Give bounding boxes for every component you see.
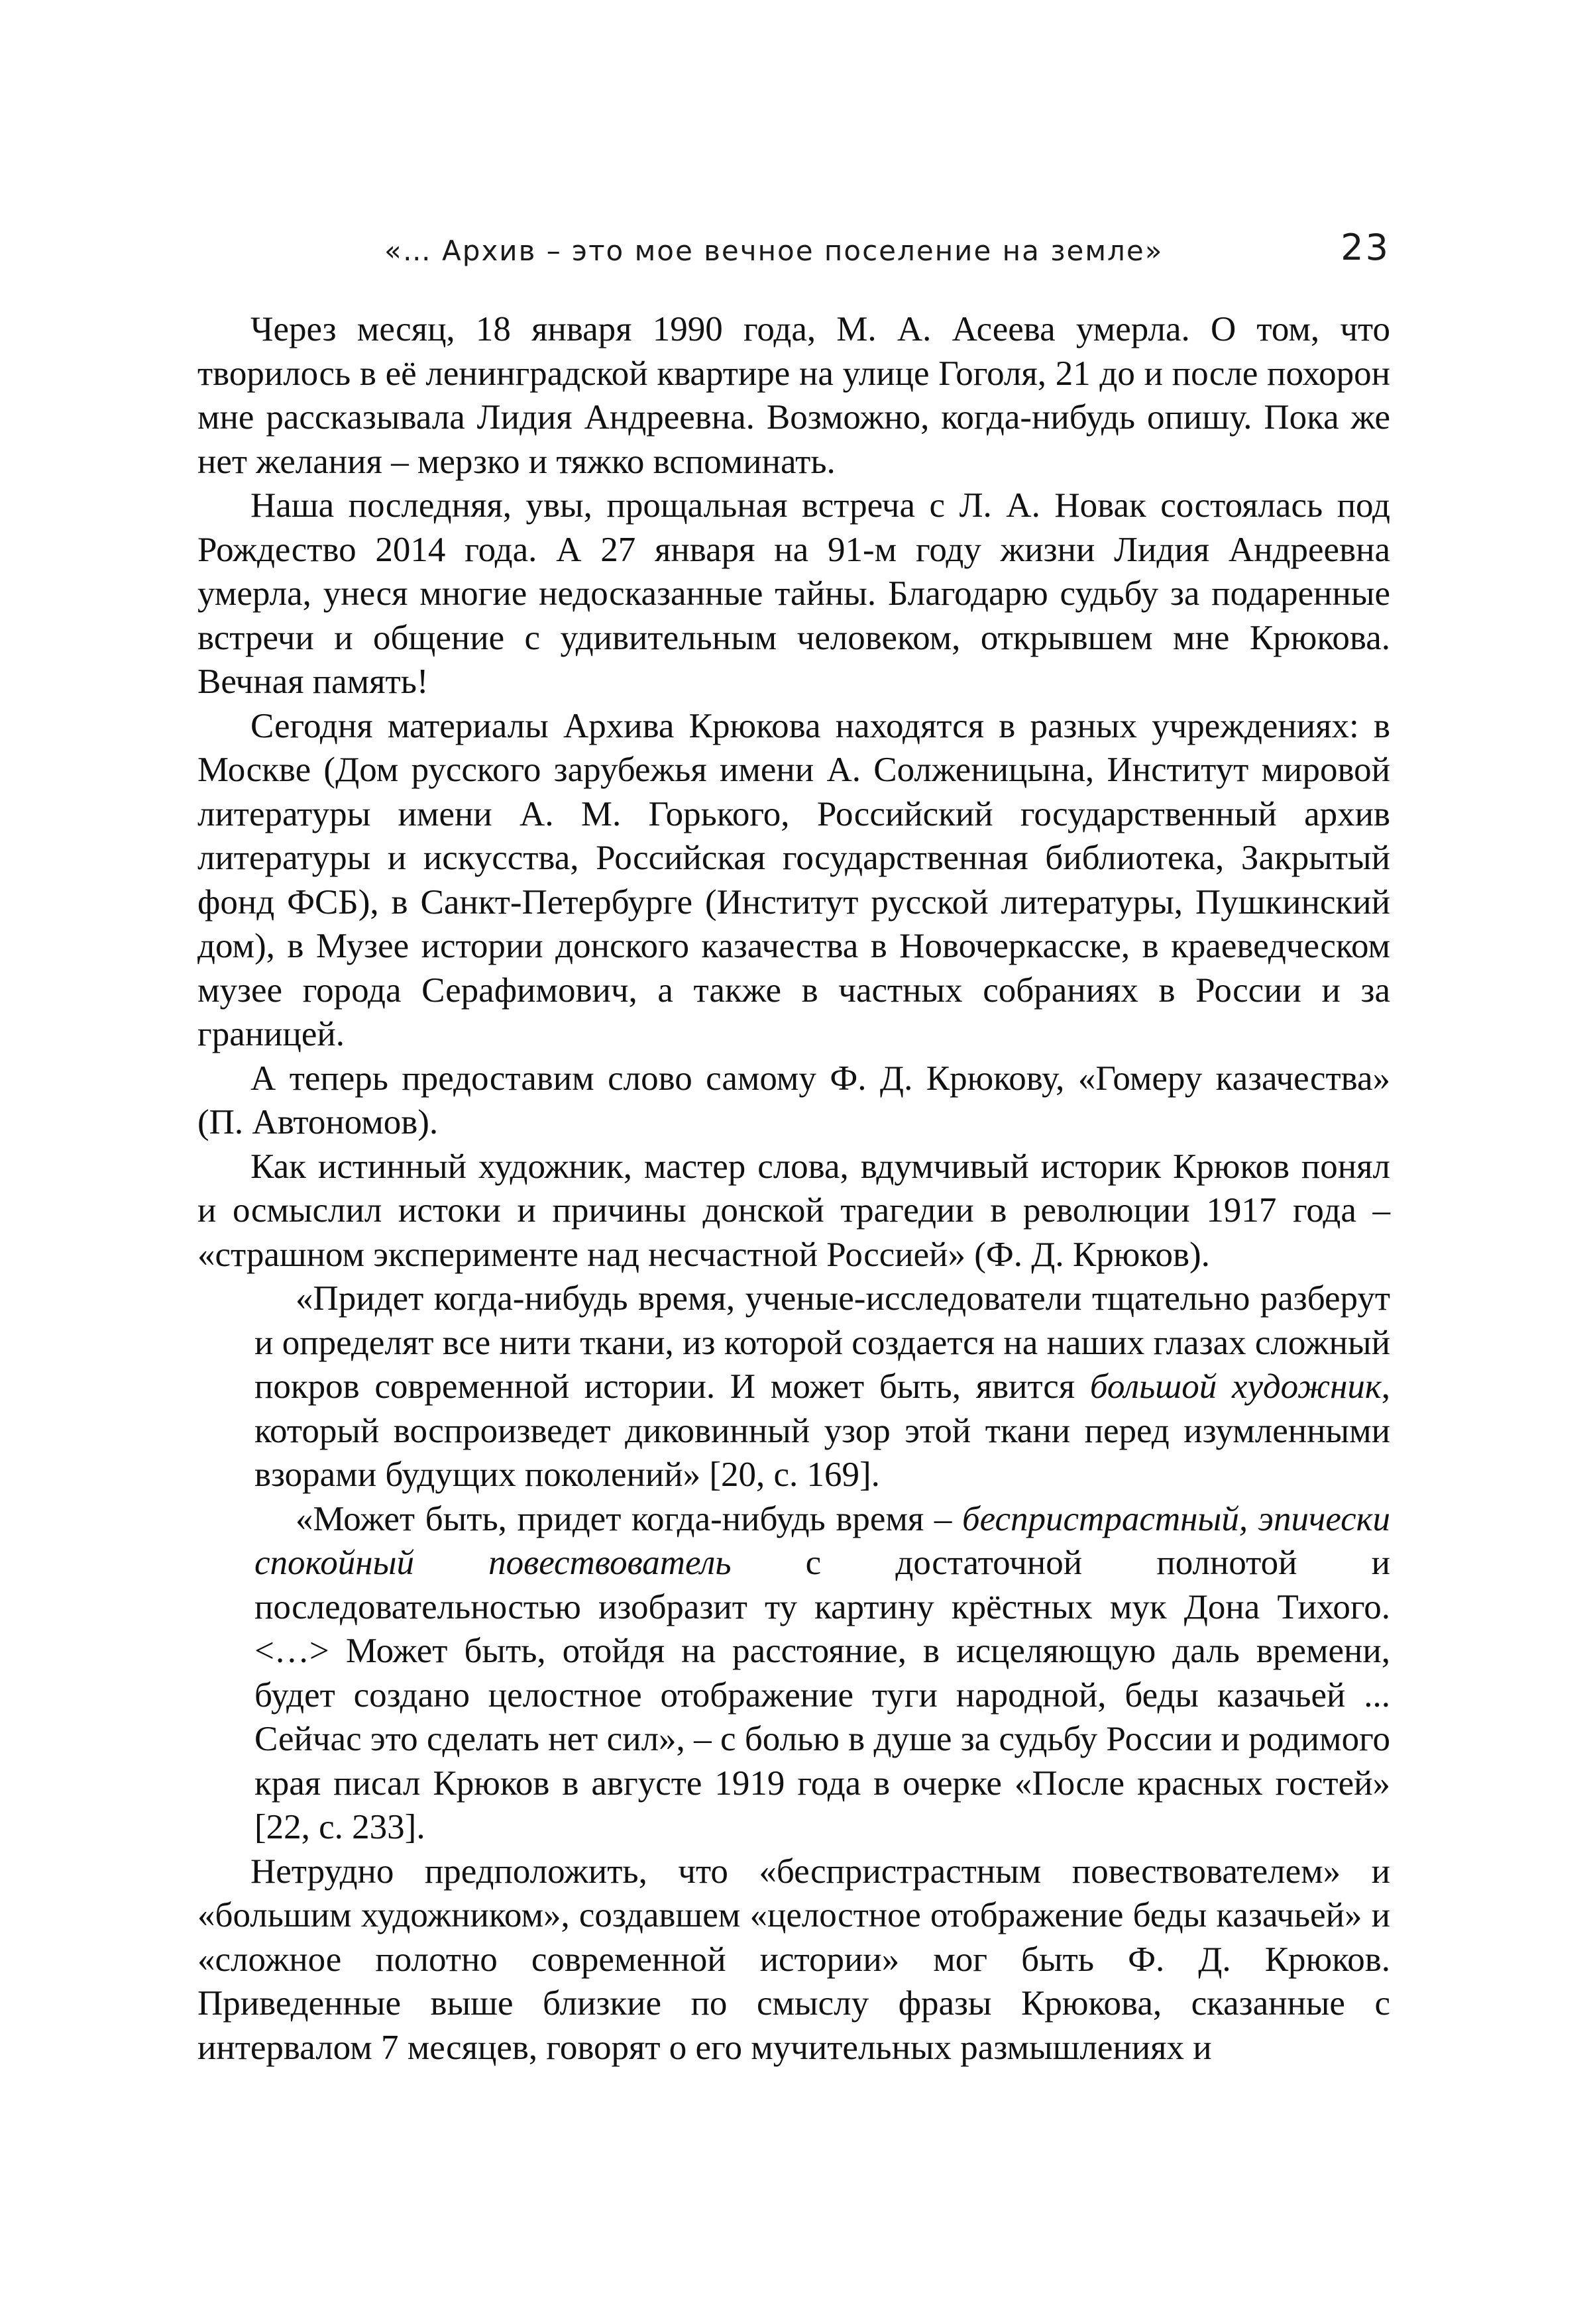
running-title: «… Архив – это мое вечное поселение на земле» <box>384 235 1164 267</box>
paragraph-text: Через месяц, 18 января 1990 года, М. А. Асеева умерла. О том, что творилось в её ленинградской квартире на улице Гоголя, 21 до и после похорон мне рассказывала Лидия Андреевна. Возможно, когда-нибудь опишу. Пока же нет желания – мерзко и тяжко вспоминать. <box>197 310 1390 481</box>
paragraph <box>197 1850 1390 2070</box>
quote-text: , который воспроизведет диковинный узор этой ткани перед изумленными взорами будущих поколений» [20, с. 169]. <box>254 1367 1390 1494</box>
paragraph-text: А теперь предоставим слово самому Ф. Д. Крюкову, «Гомеру казачества» (П. Автономов). <box>197 1059 1390 1141</box>
paragraph <box>197 307 1390 484</box>
paragraph-text: Нетрудно предположить, что «беспристрастным повествователем» и «большим художником», создавшем «целостное отображение беды казачьей» и «сложное полотно современной истории» мог быть Ф. Д. Крюков. Приведенные выше близкие по смыслу фразы Крюкова, сказанные с интервалом 7 месяцев, говорят о его мучительных размышлениях и <box>197 1852 1390 2067</box>
body-text <box>197 307 1390 2070</box>
quote-text: с достаточной полнотой и последовательностью изобразит ту картину крёстных мук Дона Тихого. <…> Может быть, отойдя на расстояние, в исцеляющую даль времени, будет создано целостное отображение туги народной, беды казачьей ... Сейчас это сделать нет сил», – с болью в душе за судьбу России и родимого края писал Крюков в августе 1919 года в очерке «После красных гостей» [22, с. 233]. <box>254 1544 1391 1846</box>
quote-text: «Придет когда-нибудь время, ученые-исследователи тщательно разберут и определят все нити ткани, из которой создается на наших глазах сложный покров современной истории. И может быть, явится <box>254 1279 1390 1406</box>
paragraph <box>197 1145 1390 1277</box>
running-header <box>197 225 1390 272</box>
paragraph-text: Сегодня материалы Архива Крюкова находятся в разных учреждениях: в Москве (Дом русского зарубежья имени А. Солженицына, Институт мировой литературы имени А. М. Горького, Российский государственный архив литературы и искусства, Российская государственная библиотека, Закрытый фонд ФСБ), в Санкт-Петербурге (Институт русской литературы, Пушкинский дом), в Музее истории донского казачества в Новочеркасске, в краеведческом музее города Серафимович, а также в частных собраниях в России и за границей. <box>197 706 1390 1053</box>
quote-italic-text: беспристрастный, эпически спокойный повествователь <box>254 1499 1390 1582</box>
block-quote <box>254 1497 1390 1850</box>
quote-text: «Может быть, придет когда-нибудь время – <box>296 1499 963 1538</box>
book-page <box>197 225 1390 2070</box>
block-quote <box>254 1277 1390 1497</box>
paragraph <box>197 1057 1390 1145</box>
page-number: 23 <box>1341 227 1390 268</box>
paragraph <box>197 704 1390 1057</box>
quote-italic-text: большой художник <box>1089 1367 1382 1406</box>
paragraph-text: Наша последняя, увы, прощальная встреча с Л. А. Новак состоялась под Рождество 2014 года. А 27 января на 91-м году жизни Лидия Андреевна умерла, унеся многие недосказанные тайны. Благодарю судьбу за подаренные встречи и общение с удивительным человеком, открывшем мне Крюкова. Вечная память! <box>197 486 1390 701</box>
paragraph-text: Как истинный художник, мастер слова, вдумчивый историк Крюков понял и осмыслил истоки и причины донской трагедии в революции 1917 года – «страшном эксперименте над несчастной Россией» (Ф. Д. Крюков). <box>197 1147 1390 1274</box>
paragraph <box>197 484 1390 704</box>
